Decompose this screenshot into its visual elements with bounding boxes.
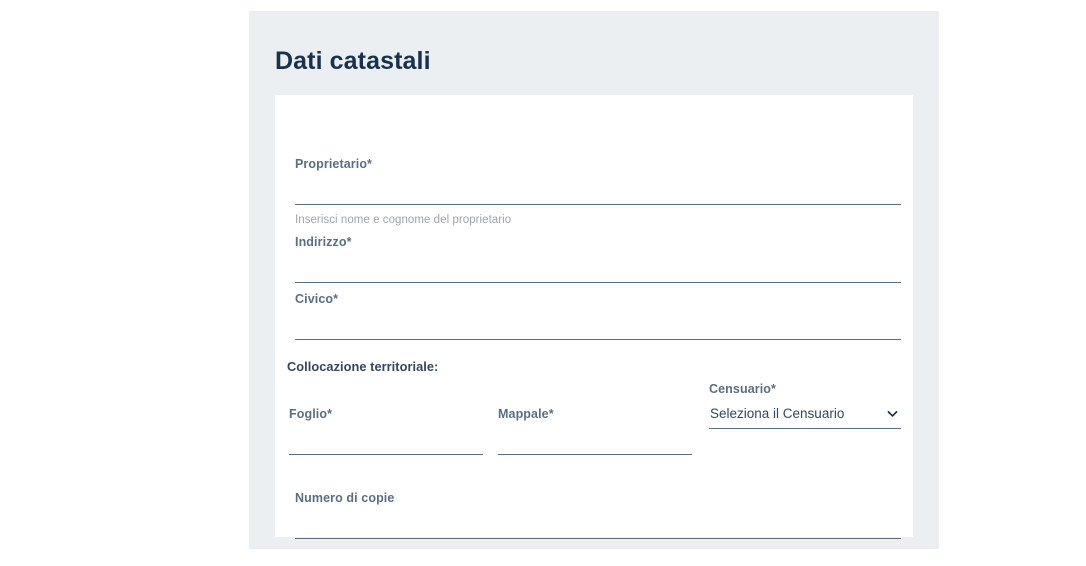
proprietario-underline: [295, 203, 901, 205]
proprietario-label: Proprietario*: [295, 157, 373, 171]
proprietario-input[interactable]: [295, 172, 901, 196]
field-civico: [295, 291, 901, 340]
mappale-label: Mappale*: [498, 407, 554, 421]
proprietario-help-text: Inserisci nome e cognome del proprietario: [295, 214, 512, 226]
numero-copie-underline: [295, 537, 901, 539]
censuario-select-wrap: [709, 405, 901, 429]
field-censuario: [709, 381, 901, 429]
form-card: [275, 95, 913, 537]
civico-input[interactable]: [295, 307, 901, 331]
mappale-underline: [498, 453, 692, 455]
foglio-underline: [289, 453, 483, 455]
foglio-input[interactable]: [289, 422, 483, 446]
civico-label: Civico*: [295, 292, 339, 306]
mappale-input[interactable]: [498, 422, 692, 446]
page-title: Dati catastali: [275, 47, 431, 75]
censuario-select[interactable]: [709, 405, 901, 429]
field-proprietario: [295, 156, 901, 226]
field-foglio: [289, 406, 483, 455]
field-indirizzo: [295, 234, 901, 283]
indirizzo-input[interactable]: [295, 250, 901, 274]
numero-copie-label: Numero di copie: [295, 491, 395, 505]
indirizzo-label: Indirizzo*: [295, 235, 352, 249]
numero-copie-input[interactable]: [295, 506, 901, 530]
field-mappale: [498, 406, 692, 455]
collocazione-territoriale-label: Collocazione territoriale:: [287, 359, 439, 374]
civico-underline: [295, 338, 901, 340]
field-numero-di-copie: [295, 490, 901, 539]
dati-catastali-panel: [249, 11, 939, 549]
foglio-label: Foglio*: [289, 407, 333, 421]
indirizzo-underline: [295, 281, 901, 283]
censuario-label: Censuario*: [709, 382, 776, 396]
